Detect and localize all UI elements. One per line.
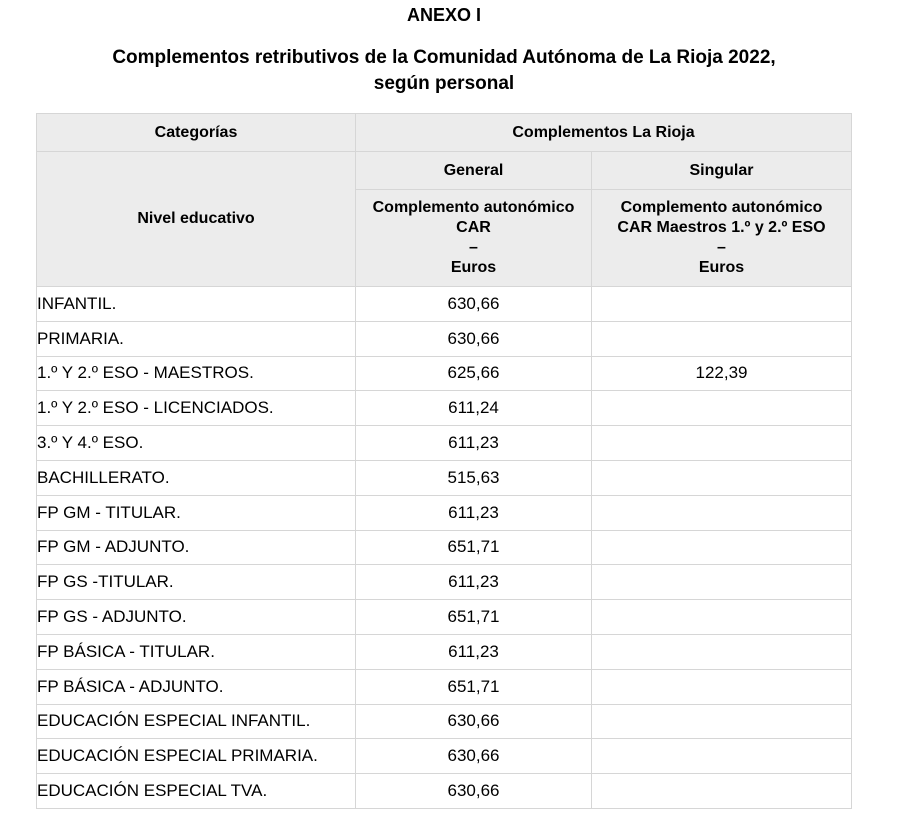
table-row [37,426,852,461]
table-row [37,565,852,600]
row-general-value: 630,66 [356,704,592,739]
document-title [0,45,888,97]
table-header [37,114,852,287]
complements-table [36,113,852,809]
table-row [37,495,852,530]
row-nivel: FP BÁSICA - ADJUNTO. [37,669,356,704]
header-row-1 [37,114,852,152]
row-singular-value [592,426,852,461]
table-body [37,287,852,809]
row-singular-value [592,739,852,774]
row-general-value: 630,66 [356,321,592,356]
row-general-value: 611,23 [356,495,592,530]
row-singular-value [592,495,852,530]
row-nivel: EDUCACIÓN ESPECIAL PRIMARIA. [37,739,356,774]
row-nivel: EDUCACIÓN ESPECIAL INFANTIL. [37,704,356,739]
table-row [37,391,852,426]
row-nivel: INFANTIL. [37,287,356,322]
row-singular-value [592,565,852,600]
row-general-value: 611,23 [356,634,592,669]
header-col-general-line-1: Complemento autonómico [372,199,575,216]
header-complementos: Complementos La Rioja [356,114,852,152]
row-singular-value [592,321,852,356]
table-row [37,634,852,669]
header-col-general [356,190,592,287]
header-categorias: Categorías [37,114,356,152]
header-nivel-educativo: Nivel educativo [37,152,356,287]
row-nivel: FP GS - ADJUNTO. [37,600,356,635]
header-col-singular-line-1: Complemento autonómico [620,199,823,216]
table-row [37,704,852,739]
row-general-value: 651,71 [356,600,592,635]
row-singular-value [592,391,852,426]
row-singular-value [592,460,852,495]
document-title-line-2: según personal [373,73,515,94]
row-nivel: 1.º Y 2.º ESO - LICENCIADOS. [37,391,356,426]
header-singular: Singular [592,152,852,190]
annex-title: ANEXO I [406,5,481,25]
row-general-value: 630,66 [356,774,592,809]
row-general-value: 515,63 [356,460,592,495]
row-general-value: 611,23 [356,565,592,600]
row-general-value: 630,66 [356,739,592,774]
row-singular-value [592,530,852,565]
row-general-value: 651,71 [356,669,592,704]
header-general: General [356,152,592,190]
row-general-value: 611,23 [356,426,592,461]
row-general-value: 651,71 [356,530,592,565]
row-singular-value [592,774,852,809]
table-row [37,287,852,322]
row-general-value: 625,66 [356,356,592,391]
row-singular-value [592,600,852,635]
table-row [37,530,852,565]
row-nivel: FP GS -TITULAR. [37,565,356,600]
row-nivel: FP BÁSICA - TITULAR. [37,634,356,669]
header-col-singular-line-4: Euros [698,259,745,276]
header-col-general-line-4: Euros [450,259,497,276]
row-general-value: 630,66 [356,287,592,322]
header-row-2 [37,152,852,190]
row-singular-value [592,634,852,669]
table-row [37,321,852,356]
row-singular-value [592,669,852,704]
row-nivel: EDUCACIÓN ESPECIAL TVA. [37,774,356,809]
table-row [37,460,852,495]
header-col-general-line-2: CAR [456,219,491,236]
header-col-singular [592,190,852,287]
row-nivel: 1.º Y 2.º ESO - MAESTROS. [37,356,356,391]
row-nivel: PRIMARIA. [37,321,356,356]
table-row [37,600,852,635]
row-singular-value [592,704,852,739]
table-row [37,356,852,391]
row-singular-value [592,287,852,322]
header-col-singular-line-3: – [717,239,726,256]
header-col-general-line-3: – [469,239,478,256]
row-general-value: 611,24 [356,391,592,426]
table-row [37,774,852,809]
table-row [37,669,852,704]
row-nivel: BACHILLERATO. [37,460,356,495]
table-row [37,739,852,774]
header-col-singular-line-2: CAR Maestros 1.º y 2.º ESO [617,219,826,236]
document-title-line-1: Complementos retributivos de la Comunidad Autónoma de La Rioja 2022, [112,47,776,68]
row-nivel: FP GM - ADJUNTO. [37,530,356,565]
row-nivel: FP GM - TITULAR. [37,495,356,530]
row-nivel: 3.º Y 4.º ESO. [37,426,356,461]
row-singular-value: 122,39 [592,356,852,391]
